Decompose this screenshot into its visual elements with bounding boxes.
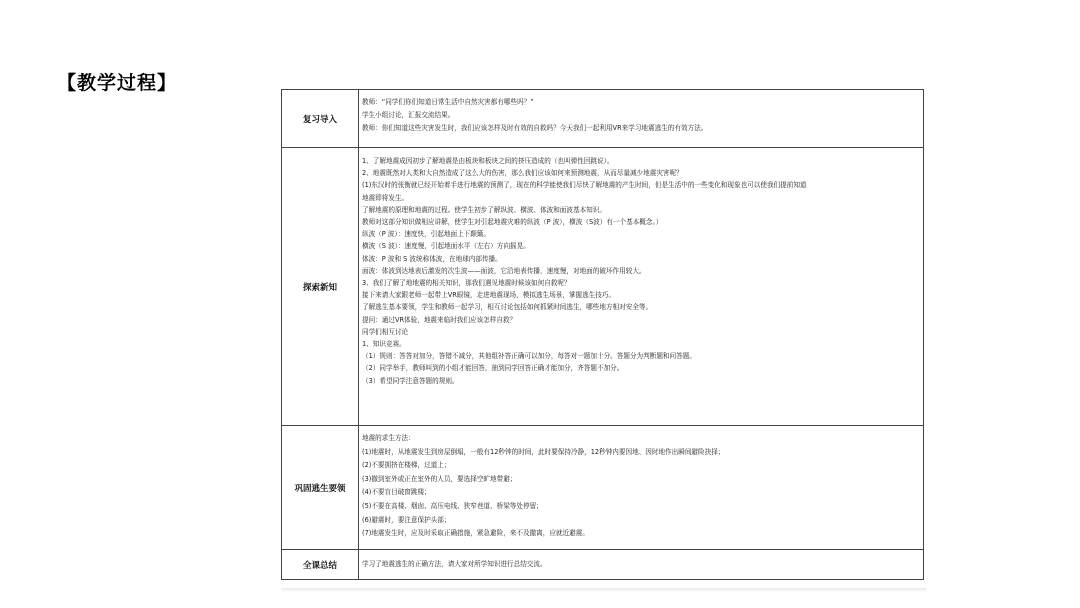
content-line: 横波（S 波）：速度慢，引起地面水平（左右）方向摇晃。 bbox=[362, 242, 530, 251]
table-row-summary bbox=[282, 550, 924, 580]
content-line: 体波：P 波和 S 波统称体波，在地球内部传播。 bbox=[362, 254, 502, 263]
content-line: 教师：你们知道这些灾害发生时，我们应该怎样及时有效的自救吗？今天我们一起利用VR来学习地震逃生的有效方法。 bbox=[362, 124, 708, 132]
content-line: 了解地震的原理和地震的过程。使学生初步了解纵波、横波、体波和面波基本知识。 bbox=[362, 205, 606, 214]
content-line: 面波：体波到达地表后激发的次生波——面波，它沿地表传播，速度慢，对地面的破坏作用较大。 bbox=[362, 266, 646, 275]
content-line: 教师对这部分知识做相应讲解，使学生对引起地震灾难的纵波（P 波），横波（S波）有一个基本概念。） bbox=[362, 218, 663, 227]
page-title: 【教学过程】 bbox=[57, 72, 178, 94]
content-line: (7)地震发生时，应及时采取正确措施，紧急避险，来不及撤离，应就近避震。 bbox=[362, 529, 589, 538]
content-line: （1）规则：答答对加分，答错不减分，其他组补答正确可以加分，每答对一题加十分。答题分为判断题和问答题。 bbox=[362, 352, 696, 361]
content-line: 纵波（P 波）：速度快，引起地面上下颠簸。 bbox=[362, 230, 491, 239]
table-row-consolidate bbox=[282, 426, 924, 550]
stage-label-review: 复习导入 bbox=[282, 90, 359, 148]
content-line: (4)不要盲目破窗跳楼； bbox=[362, 488, 431, 497]
content-line: (6)避震时，要注意保护头部； bbox=[362, 515, 451, 524]
teaching-process-table bbox=[281, 89, 924, 580]
table-row-explore bbox=[282, 148, 924, 426]
content-line: 了解逃生基本要领，学生和教师一起学习，相互讨论包括如何抓紧时间逃生，哪些地方相对安全等。 bbox=[362, 303, 653, 312]
content-line: (3)撤到室外或正在室外的人员，要选择空旷地带避； bbox=[362, 474, 517, 483]
content-line: 学生小组讨论，汇报交流结果。 bbox=[362, 111, 455, 119]
page-shadow bbox=[281, 588, 926, 592]
content-line: 地震的求生方法： bbox=[362, 434, 415, 442]
stage-content-explore bbox=[359, 148, 924, 426]
content-line: 教师：“同学们你们知道日常生活中自然灾害都有哪些吗？” bbox=[362, 98, 534, 106]
stage-label-summary: 全课总结 bbox=[282, 550, 359, 580]
table-row-review bbox=[282, 90, 924, 148]
content-line: 3、我们了解了地地震的相关知识，那我们遇见地震时候该如何自救呢？ bbox=[362, 279, 571, 288]
content-line: (1)东汉时的张衡就已经开始着手进行地震的预测了，现在的科学能使我们尽快了解地震的产生时间，但是生活中的一些变化和现象也可以使我们提前知道 bbox=[362, 181, 807, 190]
stage-content-summary bbox=[359, 550, 924, 580]
stage-content-review bbox=[359, 90, 924, 148]
content-line: 2、地震既然对人类和大自然造成了这么大的伤害，那么我们应该如何来预测地震，从而尽量减少地震灾害呢？ bbox=[362, 169, 683, 178]
stage-label-explore: 探索新知 bbox=[282, 148, 359, 426]
stage-content-consolidate bbox=[359, 426, 924, 550]
content-line: 学习了地震逃生的正确方法，请大家对所学知识进行总结交流。 bbox=[362, 559, 547, 568]
content-line: 1、了解地震成因初步了解地震是由板块和板块之间的挤压造成的（也叫弹性回跳说）。 bbox=[362, 157, 614, 165]
content-line: 接下来请大家跟老师一起带上VR眼镜，走进地震现场，模拟逃生场景，掌握逃生技巧。 bbox=[362, 291, 616, 300]
content-line: 提问：通过VR体验，地震来临时我们应该怎样自救？ bbox=[362, 315, 517, 324]
content-line: (2)不要拥挤在楼梯，过道上； bbox=[362, 461, 451, 470]
content-line: （2）同学举手，教师叫到的小组才能回答，抽到同学回答正确才能加分，齐答题不加分。 bbox=[362, 364, 624, 373]
content-line: 1、知识竞赛。 bbox=[362, 340, 406, 349]
content-line: 地震即将发生。 bbox=[362, 193, 409, 202]
stage-label-consolidate: 巩固逃生要领 bbox=[282, 426, 359, 550]
content-line: 同学们相互讨论 bbox=[362, 327, 409, 336]
content-line: （3）希望同学注意答题的规则。 bbox=[362, 376, 459, 385]
content-line: (5)不要在高楼、烟囱、高压电线、狭窄巷道、桥梁等处停留； bbox=[362, 501, 543, 510]
content-line: (1)地震时，从地震发生到房屋倒塌，一般有12秒钟的时间，此时要保持冷静，12秒钟内要因地、因时地作出瞬间避险抉择； bbox=[362, 447, 725, 456]
